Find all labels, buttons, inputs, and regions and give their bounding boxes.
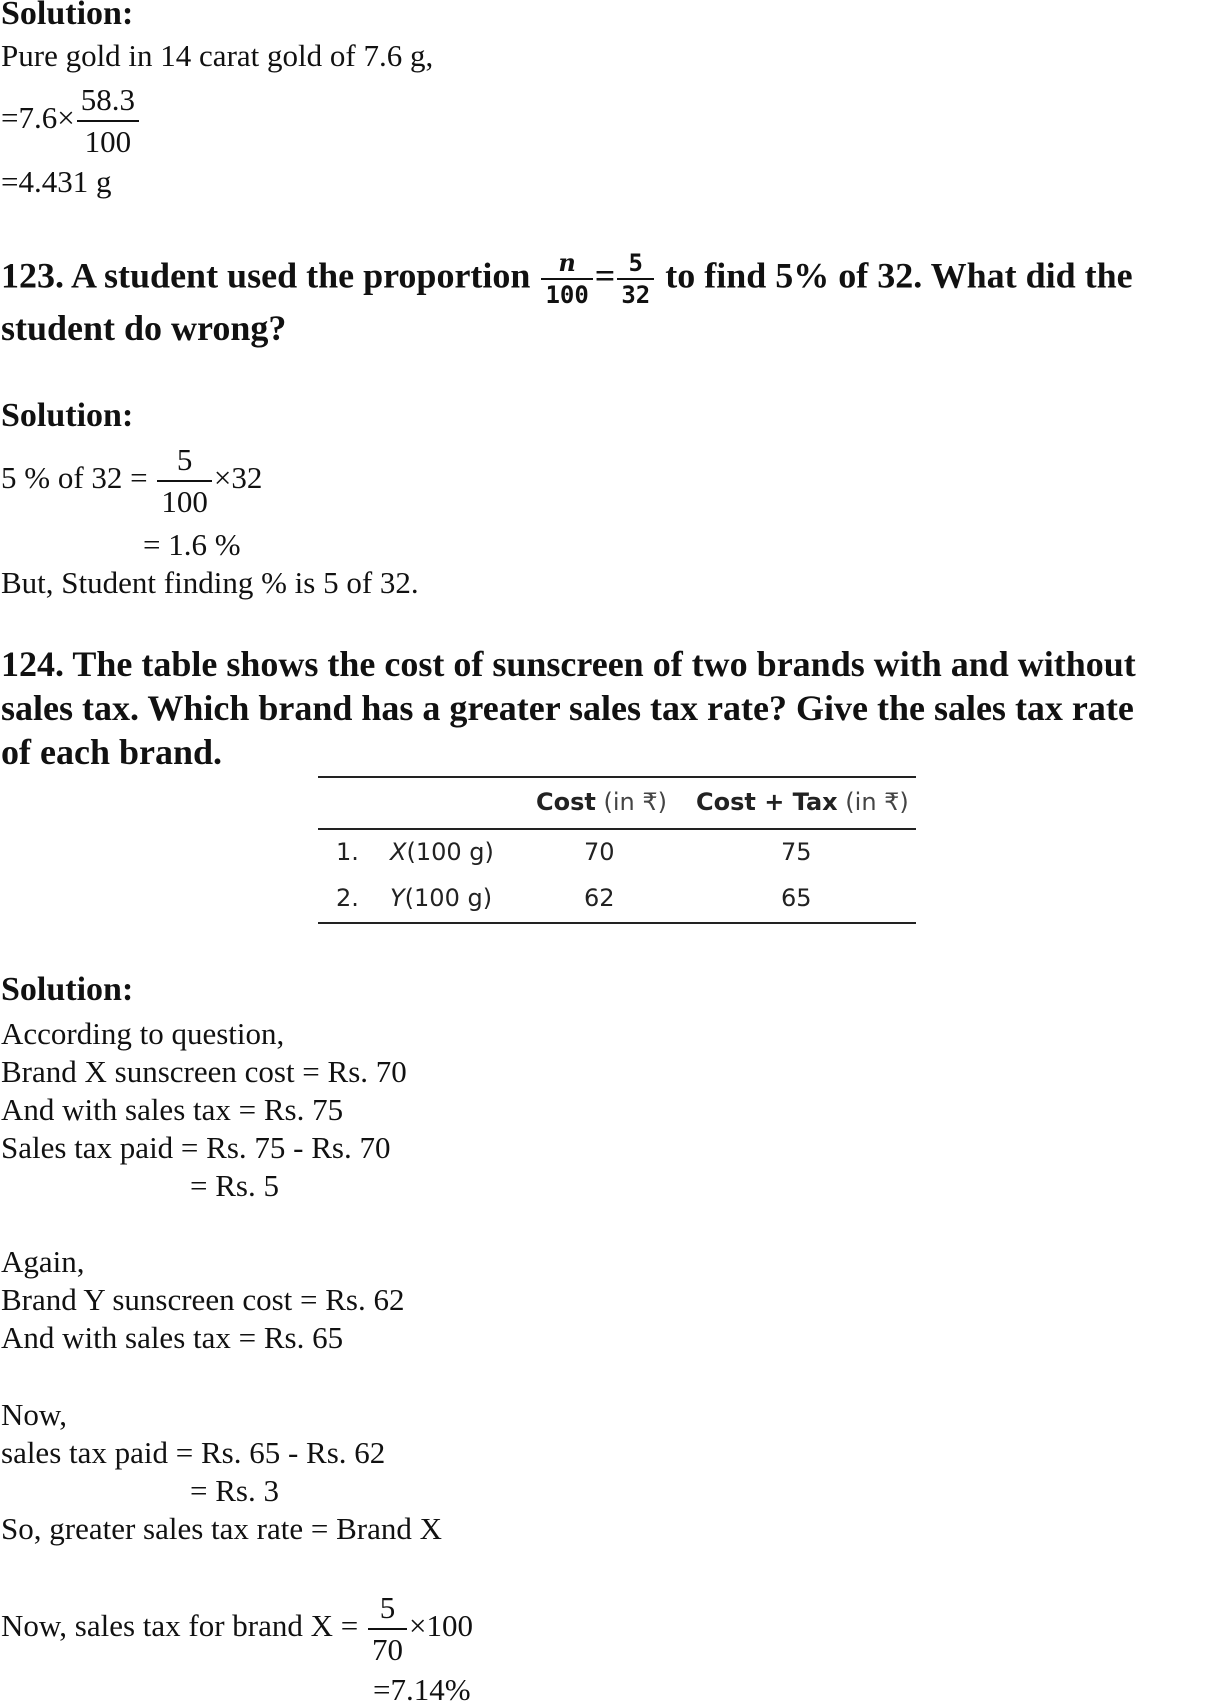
solution-line: Again, <box>1 1244 85 1279</box>
header-cost-tax-label: Cost + Tax <box>696 788 838 816</box>
solution-line: And with sales tax = Rs. 65 <box>1 1320 344 1355</box>
percent-fraction-numerator: 5 <box>157 440 212 482</box>
final-fraction-numerator: 5 <box>368 1588 407 1630</box>
sunscreen-table <box>318 776 916 924</box>
final-expression-suffix: ×100 <box>409 1608 473 1644</box>
row-cost-tax: 65 <box>781 884 812 912</box>
header-cost-label: Cost <box>536 788 596 816</box>
table-row <box>318 830 916 876</box>
percent-fraction <box>157 440 212 522</box>
solution-line: Brand X sunscreen cost = Rs. 70 <box>1 1054 407 1089</box>
row-brand <box>390 838 494 866</box>
gold-fraction-numerator: 58.3 <box>77 80 139 122</box>
question-123-fraction-2 <box>617 248 654 310</box>
percent-expression <box>1 440 262 522</box>
solution-line: According to question, <box>1 1016 285 1051</box>
row-cost-tax: 75 <box>781 838 812 866</box>
table-bottom-rule <box>318 922 916 924</box>
table-row <box>318 876 916 922</box>
final-result: =7.14% <box>373 1672 471 1707</box>
question-123-text-before: 123. A student used the proportion <box>1 255 531 296</box>
question-123-fraction-2-denominator: 32 <box>621 281 651 309</box>
header-cost-unit: (in ₹) <box>603 788 668 816</box>
row-brand <box>390 884 492 912</box>
question-123-fraction-1-denominator: 100 <box>545 281 589 309</box>
solution-heading-2: Solution: <box>1 397 134 434</box>
gold-result: =4.431 g <box>1 164 112 199</box>
solution-line: sales tax paid = Rs. 65 - Rs. 62 <box>1 1435 386 1470</box>
solution-line: So, greater sales tax rate = Brand X <box>1 1511 442 1546</box>
gold-statement: Pure gold in 14 carat gold of 7.6 g, <box>1 38 434 73</box>
solution-line: = Rs. 5 <box>190 1168 279 1203</box>
header-cost-tax-unit: (in ₹) <box>845 788 909 816</box>
row-cost: 70 <box>584 838 615 866</box>
solution-line: Sales tax paid = Rs. 75 - Rs. 70 <box>1 1130 391 1165</box>
solution-line: Brand Y sunscreen cost = Rs. 62 <box>1 1282 405 1317</box>
row-cost: 62 <box>584 884 615 912</box>
percent-result: = 1.6 % <box>143 527 241 562</box>
gold-expression <box>1 80 141 162</box>
question-123-line-2: student do wrong? <box>1 308 287 348</box>
student-note: But, Student finding % is 5 of 32. <box>1 565 419 600</box>
solution-heading-3: Solution: <box>1 971 134 1008</box>
question-124-line-3: of each brand. <box>1 732 223 772</box>
question-123-text-after: to find 5% of 32. What did the <box>665 255 1133 296</box>
solution-line: And with sales tax = Rs. 75 <box>1 1092 344 1127</box>
final-expression-prefix: Now, sales tax for brand X = <box>1 1608 359 1644</box>
row-number: 2. <box>336 884 359 912</box>
solution-line: = Rs. 3 <box>190 1473 279 1508</box>
percent-expression-suffix: ×32 <box>213 460 263 496</box>
table-header-row <box>318 778 916 828</box>
gold-fraction <box>77 80 139 162</box>
final-fraction <box>368 1588 407 1670</box>
gold-fraction-denominator: 100 <box>84 124 132 159</box>
solution-line: Now, <box>1 1397 68 1432</box>
brand-letter: X <box>390 838 407 866</box>
question-124-line-1: 124. The table shows the cost of sunscreen of two brands with and without <box>1 644 1136 684</box>
header-cost <box>536 788 667 816</box>
final-expression <box>1 1588 473 1670</box>
question-123-fraction-1-numerator: n <box>541 248 592 280</box>
solution-heading-1: Solution: <box>1 0 134 32</box>
question-123-equals: = <box>594 255 616 296</box>
header-cost-tax <box>696 788 909 816</box>
percent-fraction-denominator: 100 <box>161 484 208 519</box>
final-fraction-denominator: 70 <box>372 1632 403 1667</box>
brand-quantity: (100 g) <box>404 884 493 912</box>
question-123-fraction-1 <box>541 248 592 310</box>
brand-quantity: (100 g) <box>406 838 494 866</box>
percent-expression-prefix: 5 % of 32 = <box>1 460 148 496</box>
brand-letter: Y <box>390 884 405 912</box>
question-123-line-1 <box>1 248 1133 310</box>
row-number: 1. <box>336 838 359 866</box>
question-123-fraction-2-numerator: 5 <box>617 248 654 280</box>
question-124-line-2: sales tax. Which brand has a greater sales tax rate? Give the sales tax rate <box>1 688 1134 728</box>
gold-expression-prefix: =7.6× <box>1 100 75 136</box>
